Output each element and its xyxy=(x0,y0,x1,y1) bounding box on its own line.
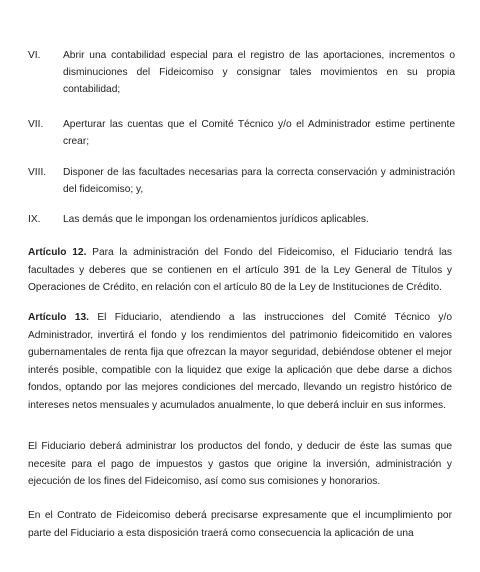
list-item-text: Abrir una contabilidad especial para el registro de las aportaciones, incrementos o disminuciones del Fideicomiso y consignar tales movimientos en su propia contabilidad; xyxy=(63,50,455,95)
list-numeral: VIII. xyxy=(28,167,47,178)
list-numeral: VI. xyxy=(28,50,41,61)
article-13 xyxy=(28,309,452,415)
article-12 xyxy=(28,244,452,297)
paragraph-contrato: En el Contrato de Fideicomiso deberá precisarse expresamente que el incumplimiento por parte del Fiduciario a esta disposición traerá como consecuencia la aplicación de una xyxy=(28,510,452,539)
list-item-text: Aperturar las cuentas que el Comité Técnico y/o el Administrador estime pertinente crear; xyxy=(63,119,455,147)
list-numeral: IX. xyxy=(28,214,41,225)
article-text: Para la administración del Fondo del Fideicomiso, el Fiduciario tendrá las facultades y deberes que se contienen en el artículo 391 de la Ley General de Títulos y Operaciones de Crédito, en relación con el artículo 80 de la Ley de Instituciones de Crédito. xyxy=(28,247,452,294)
article-text: El Fiduciario, atendiendo a las instrucciones del Comité Técnico y/o Administrador, invertirá el fondo y los rendimientos del patrimonio fideicomitido en valores gubernamentales de renta fija que ofrezcan la mayor seguridad, debiéndose obtener el mejor interés posible, compatible con la liquidez que exige la aplicación que debe darse a dichos fondos, optando por las mejores condiciones del mercado, llevando un registro histórico de intereses netos mensuales y acumulados anualmente, lo que deberá incluir en sus informes. xyxy=(28,312,453,411)
article-label: Artículo 13. xyxy=(28,312,89,323)
paragraph-fiduciario: El Fiduciario deberá administrar los productos del fondo, y deducir de éste las sumas que necesite para el pago de impuestos y gastos que origine la inversión, administración y ejecución de los fines del Fideicomiso, así como sus comisiones y honorarios. xyxy=(28,441,452,488)
list-item-text: Disponer de las facultades necesarias para la correcta conservación y administración del fideicomiso; y, xyxy=(63,167,455,195)
list-item-text: Las demás que le impongan los ordenamientos jurídicos aplicables. xyxy=(63,214,369,225)
list-numeral: VII. xyxy=(28,119,44,130)
article-label: Artículo 12. xyxy=(28,247,87,258)
